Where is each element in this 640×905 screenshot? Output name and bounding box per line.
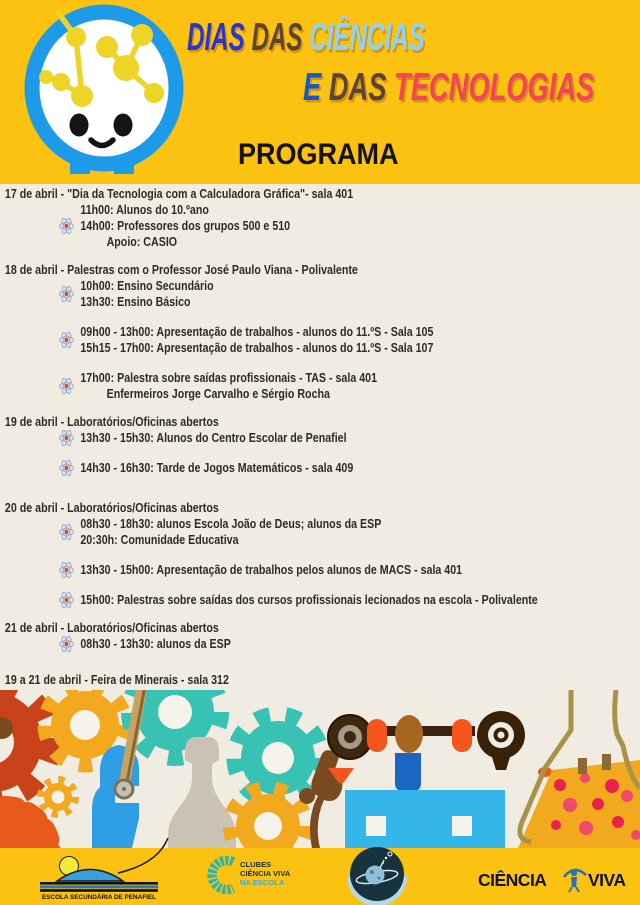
erlenmeyer-flask-icon xyxy=(518,690,640,851)
event-block xyxy=(80,430,639,446)
clubes-line1: CLUBES xyxy=(240,860,272,869)
atom-icon xyxy=(58,561,74,579)
schedule-section xyxy=(0,500,640,608)
date-heading: 20 de abril - Laboratórios/Oficinas abertos xyxy=(4,500,219,515)
schedule-section xyxy=(0,186,640,250)
robot-eye xyxy=(114,114,133,137)
date-heading: 21 de abril - Laboratórios/Oficinas abertos xyxy=(4,620,219,635)
date-heading: 19 a 21 de abril - Feira de Minerais - sala 312 xyxy=(4,672,229,687)
ciencia-viva-figure-icon xyxy=(564,870,586,892)
planet-icon xyxy=(366,866,385,885)
event-line: 10h00: Ensino Secundário xyxy=(80,278,214,293)
event-block xyxy=(80,278,639,310)
title-line-1 xyxy=(187,16,425,60)
event-line: 15h00: Palestras sobre saídas dos cursos profissionais lecionados na escola - Polivalente xyxy=(80,592,538,607)
title-word: DAS xyxy=(328,66,387,109)
date-heading: 18 de abril - Palestras com o Professor José Paulo Viana - Polivalente xyxy=(4,262,358,277)
schedule xyxy=(0,186,640,700)
title-word: E xyxy=(303,66,322,109)
schedule-section xyxy=(0,620,640,652)
ciencia-viva-logo xyxy=(476,864,636,894)
event-block xyxy=(80,592,639,608)
title-word: CIÊNCIAS xyxy=(309,16,425,59)
robot-molecule-logo-svg xyxy=(18,4,190,180)
date-heading: 17 de abril - "Dia da Tecnologia com a Calculadora Gráfica"- sala 401 xyxy=(4,186,354,201)
event-line: 09h00 - 13h00: Apresentação de trabalhos - alunos do 11.ºS - Sala 105 xyxy=(80,324,434,339)
atom-icon xyxy=(58,429,74,447)
atom-icon xyxy=(58,377,74,395)
event-block xyxy=(80,370,639,402)
schedule-section xyxy=(0,414,640,476)
schedule-section xyxy=(0,672,640,688)
robot-eye xyxy=(70,114,89,137)
date-heading: 19 de abril - Laboratórios/Oficinas abertos xyxy=(4,414,219,429)
atom-icon xyxy=(58,591,74,609)
atom-icon xyxy=(58,217,74,235)
event-block xyxy=(80,324,639,356)
event-line: 14h30 - 16h30: Tarde de Jogos Matemáticos - sala 409 xyxy=(80,460,354,475)
event-block xyxy=(80,636,639,652)
esp-school-label: ESCOLA SECUNDÁRIA DE PENAFIEL xyxy=(42,894,157,901)
ciencia-viva-word2: VIVA xyxy=(588,870,626,890)
event-line: 20:30h: Comunidade Educativa xyxy=(80,532,239,547)
event-line: 13h30 - 15h00: Apresentação de trabalhos pelos alunos de MACS - sala 401 xyxy=(80,562,463,577)
event-line: Enfermeiros Jorge Carvalho e Sérgio Rocha xyxy=(106,386,330,401)
clubes-ciencia-viva-logo xyxy=(206,853,306,897)
atom-icon xyxy=(58,635,74,653)
event-line: 13h30 - 15h30: Alunos do Centro Escolar de Penafiel xyxy=(80,430,347,445)
program-title: PROGRAMA xyxy=(238,138,399,171)
atom-icon xyxy=(58,523,74,541)
atom-icon xyxy=(58,285,74,303)
schedule-section xyxy=(0,262,640,402)
event-block xyxy=(80,202,639,250)
planet-club-logo xyxy=(342,846,412,905)
event-line: 11h00: Alunos do 10.ºano xyxy=(80,202,209,217)
event-line: 15h15 - 17h00: Apresentação de trabalhos - alunos do 11.ºS - Sala 107 xyxy=(80,340,434,355)
title-word: DAS xyxy=(251,16,303,59)
ciencia-viva-word1: CIÊNCIA xyxy=(478,870,547,890)
event-line: 13h30: Ensino Básico xyxy=(80,294,191,309)
event-block xyxy=(80,460,639,476)
robot-molecule-logo xyxy=(18,4,190,180)
esp-school-logo xyxy=(30,852,175,902)
event-block xyxy=(80,516,639,548)
poster-header xyxy=(0,0,640,184)
atom-icon xyxy=(58,459,74,477)
clubes-line3: NA ESCOLA xyxy=(240,878,285,887)
event-line: Apoio: CASIO xyxy=(106,234,178,249)
event-line: 08h30 - 18h30: alunos Escola João de Deus; alunos da ESP xyxy=(80,516,382,531)
clubes-c-icon xyxy=(212,861,233,890)
event-block xyxy=(80,562,639,578)
title-word: TECNOLOGIAS xyxy=(394,66,595,109)
event-line: 08h30 - 13h30: alunos da ESP xyxy=(80,636,231,651)
title-word: DIAS xyxy=(187,16,245,59)
clubes-line2: CIÊNCIA VIVA xyxy=(240,869,291,878)
gear-icon xyxy=(41,780,75,814)
event-line: 17h00: Palestra sobre saídas profissionais - TAS - sala 401 xyxy=(80,370,378,385)
event-line: 14h00: Professores dos grupos 500 e 510 xyxy=(80,218,291,233)
atom-icon xyxy=(58,331,74,349)
title-line-2 xyxy=(303,66,594,110)
